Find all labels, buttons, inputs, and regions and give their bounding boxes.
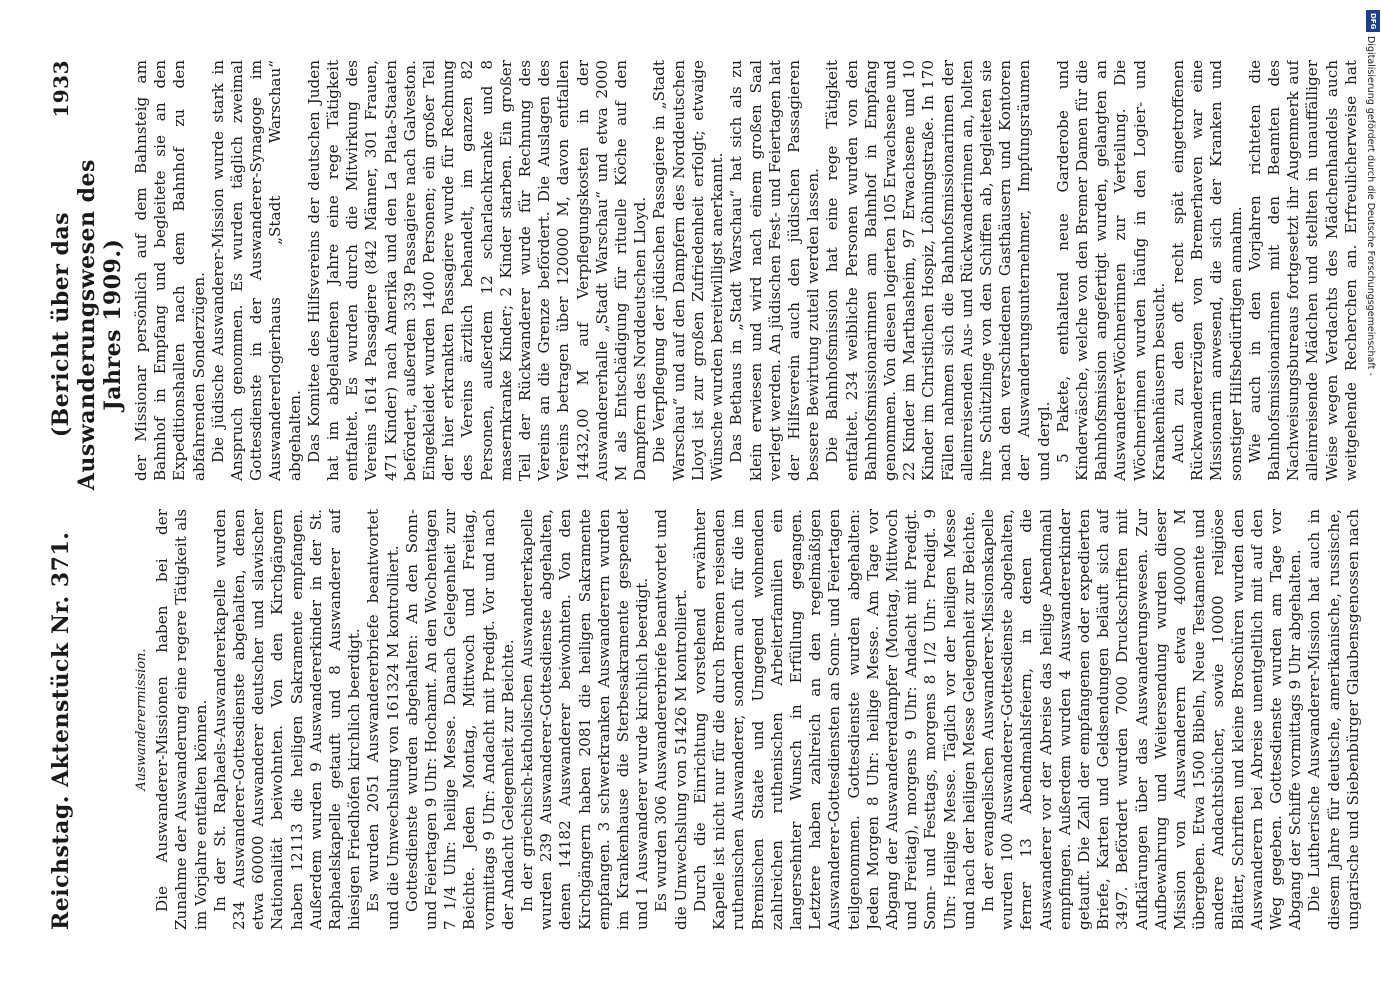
paragraph: Die Verpflegung der jüdischen Passagiere in „Stadt Warschau“ und auf den Dampfern des Norddeutschen Lloyd ist zur großen Zufriedenheit erfolgt; etwaige Wünsche wurden bereitwilligst anerkannt.: [650, 60, 727, 481]
paragraph: Es wurden 306 Auswandererbriefe beantwortet und die Umwechslung von 51426 M kontrolliert.: [652, 509, 690, 930]
paragraph: Wie auch in den Vorjahren richteten die Bahnhofsmissionarinnen mit den Beamten des Nachweisungsbureaus fortgesetzt ihr Augenmerk auf alleinreisende Mädchen und stellten in unauffälliger Weise wegen Verdachts des Mädchenhandels auch weitgehende Recherchen an. Erfreulicherweise hat: [1245, 60, 1360, 481]
paragraph: Das Bethaus in „Stadt Warschau“ hat sich als zu klein erwiesen und wird nach einem großen Saal verlegt werden. An jüdischen Fest- und Feiertagen hat der Hilfsverein auch den jüdischen Passagieren bessere Bewirtung zuteil werden lassen.: [727, 60, 823, 481]
paragraph: Die Bahnhofsmission hat eine rege Tätigkeit entfaltet. 234 weibliche Personen wurden von den Bahnhofsmissionarinnen am Bahnhof in Empfang genommen. Von diesen logierten 105 Erwachsene und 22 Kinder im Marthasheim, 97 Erwachsene und 10 Kinder im Christlichen Hospiz, Löhningstraße. In 170 Fällen nahmen sich die Bahnhofsmissionarinnen der alleinreisenden Aus- und Rückwanderinnen an, holten ihre Schützlinge von den Schiffen ab, begleiteten sie nach den verschiedenen Gasthäusern und Kontoren der Auswanderungsunternehmer, Impfungsräumen und dergl.: [823, 60, 1053, 481]
dfg-logo: DFG: [1366, 10, 1380, 32]
paragraph: In der St. Raphaels-Auswandererkapelle wurden 234 Auswanderer-Gottesdienste abgehalten, denen etwa 60000 Auswanderer deutscher und slawischer Nationalität beiwohnten. Von den Kirchgängern haben 12113 die heiligen Sakramente empfangen. Außerdem wurden 9 Auswandererkinder in der St. Raphaelskapelle getauft und 8 Auswanderer auf hiesigen Friedhöfen kirchlich beerdigt.: [210, 509, 364, 930]
dfg-sidebar: [1363, 6, 1383, 486]
page-header: [48, 60, 126, 930]
page-number: 1933: [49, 60, 73, 118]
text-columns: [132, 60, 1362, 930]
paragraph: Auch zu den oft recht spät eingetroffenen Rückwandererzügen von Bremerhaven war eine Missionarin anwesend, die sich der Kranken und sonstiger Hilfsbedürftigen annahm.: [1168, 60, 1245, 481]
paragraph: In der evangelischen Auswanderer-Missionskapelle wurden 100 Auswanderer-Gottesdienste abgehalten, ferner 13 Abendmahlsfeiern, in denen die Auswanderer vor der Abreise das heilige Abendmahl empfingen. Außerdem wurden 4 Auswandererkinder getauft. Die Zahl der empfangenen oder expedierten Briefe, Karten und Geldsendungen beläuft sich auf 3497. Befördert wurden 7000 Druckschriften mit Aufklärungen über das Auswanderungswesen. Zur Aufbewahrung und Weitersendung wurden dieser Mission von Auswanderern etwa 400000 M übergeben. Etwa 1500 Bibeln, Neue Testamente und andere Andachtsbücher, sowie 10000 religiöse Blätter, Schriften und kleine Broschüren wurden den Auswanderern bei Abreise unentgeltlich mit auf den Weg gegeben. Gottesdienste wurden am Tage vor Abgang der Schiffe vormittags 9 Uhr abgehalten.: [978, 509, 1305, 930]
dfg-notice: Digitalisierung gefördert durch die Deutsche Forschungsgemeinschaft -: [1365, 36, 1376, 376]
header-left: Reichstag. Aktenstück Nr. 371.: [48, 531, 74, 930]
paragraph: Durch die Einrichtung vorstehend erwähnter Kapelle ist nicht nur für die durch Bremen reisenden ruthenischen Auswanderer, sondern auch für die im Bremischen Staate und Umgegend wohnenden zahlreichen ruthenischen Arbeiterfamilien ein langersehnter Wunsch in Erfüllung gegangen. Letztere haben zahlreich an den regelmäßigen Auswanderer-Gottesdiensten an Sonn- und Feiertagen teilgenommen. Gottesdienste wurden abgehalten: Jeden Morgen 8 Uhr: heilige Messe. Am Tage vor Abgang der Auswandererdampfer (Montag, Mittwoch und Freitag), morgens 9 Uhr: Andacht mit Predigt. Sonn- und Festtags, morgens 8 1/2 Uhr: Predigt. 9 Uhr: Heilige Messe. Täglich vor der heiligen Messe und nach der heiligen Messe Gelegenheit zur Beichte.: [690, 509, 978, 930]
paragraph: Die Lutherische Auswanderer-Mission hat auch in diesem Jahre für deutsche, amerikanische, russische, ungarische und Siebenbürger Glaubensgenossen nach: [1305, 509, 1362, 930]
paragraph: In der griechisch-katholischen Auswandererkapelle wurden 239 Auswanderer-Gottesdienste abgehalten, denen 14182 Auswanderer beiwohnten. Von den Kirchgängern haben 2081 die heiligen Sakramente empfangen. 3 schwerkranken Auswanderern wurden im Krankenhause die Sterbesakramente gespendet und 1 Auswanderer wurde kirchlich beerdigt.: [518, 509, 652, 930]
paragraph: Die jüdische Auswanderer-Mission wurde stark in Anspruch genommen. Es wurden täglich zweimal Gottesdienste in der Auswanderer-Synagoge im Auswandererlogierhaus „Stadt Warschau“ abgehalten.: [208, 60, 304, 481]
paragraph: 5 Pakete, enthaltend neue Garderobe und Kinderwäsche, welche von den Bremer Damen für die Bahnhofsmission angefertigt wurden, gelangten an Auswanderer-Wöchnerinnen zur Verteilung. Die Wöchnerinnen wurden häufig in den Logier- und Krankenhäusern besucht.: [1053, 60, 1168, 481]
paragraph: Es wurden 2051 Auswandererbriefe beantwortet und die Umwechslung von 161324 M kontrolliert.: [364, 509, 402, 930]
paragraph: Die Auswanderer-Missionen haben bei der Zunahme der Auswanderung eine regere Tätigkeit als im Vorjahre entfalten können.: [153, 509, 210, 930]
paragraph: Das Komitee des Hilfsvereins der deutschen Juden hat im abgelaufenen Jahre eine rege Tätigkeit entfaltet. Es wurden durch die Mitwirkung des Vereins 1614 Passagiere (842 Männer, 301 Frauen, 471 Kinder) nach Amerika und den La Plata-Staaten befördert, außerdem 339 Passagiere nach Galveston. Eingekleidet wurden 1400 Personen; ein großer Teil der hier erkrankten Passagiere wurde für Rechnung des Vereins ärztlich behandelt, im ganzen 82 Personen, außerdem 12 scharlachkranke und 8 masernkranke Kinder; 2 Kinder starben. Ein großer Teil der Rückwanderer wurde für Rechnung des Vereins an die Grenze befördert. Die Auslagen des Vereins betragen über 120000 M, davon entfallen 14432,00 M auf Verpflegungskosten in der Auswandererhalle „Stadt Warschau“ und etwa 2000 M als Entschädigung für rituelle Köche auf den Dampfern des Norddeutschen Lloyd.: [304, 60, 650, 481]
column-left: [132, 509, 1362, 930]
paragraph: Gottesdienste wurden abgehalten: An den Sonn- und Feiertagen 9 Uhr: Hochamt. An den Wochentagen 7 1/4 Uhr: heilige Messe. Danach Gelegenheit zur Beichte. Jeden Montag, Mittwoch und Freitag, vormittags 9 Uhr: Andacht mit Predigt. Vor und nach der Andacht Gelegenheit zur Beichte.: [402, 509, 517, 930]
column-right: [132, 60, 1362, 481]
paragraph: der Missionar persönlich auf dem Bahnsteig am Bahnhof in Empfang und begleitete sie an den Expeditionshallen nach dem Bahnhof zu den abfahrenden Sonderzügen.: [132, 60, 208, 481]
column-subheading: Auswanderermission.: [134, 648, 149, 791]
header-title: (Bericht über das Auswanderungswesen des Jahres 1909.): [48, 159, 126, 491]
